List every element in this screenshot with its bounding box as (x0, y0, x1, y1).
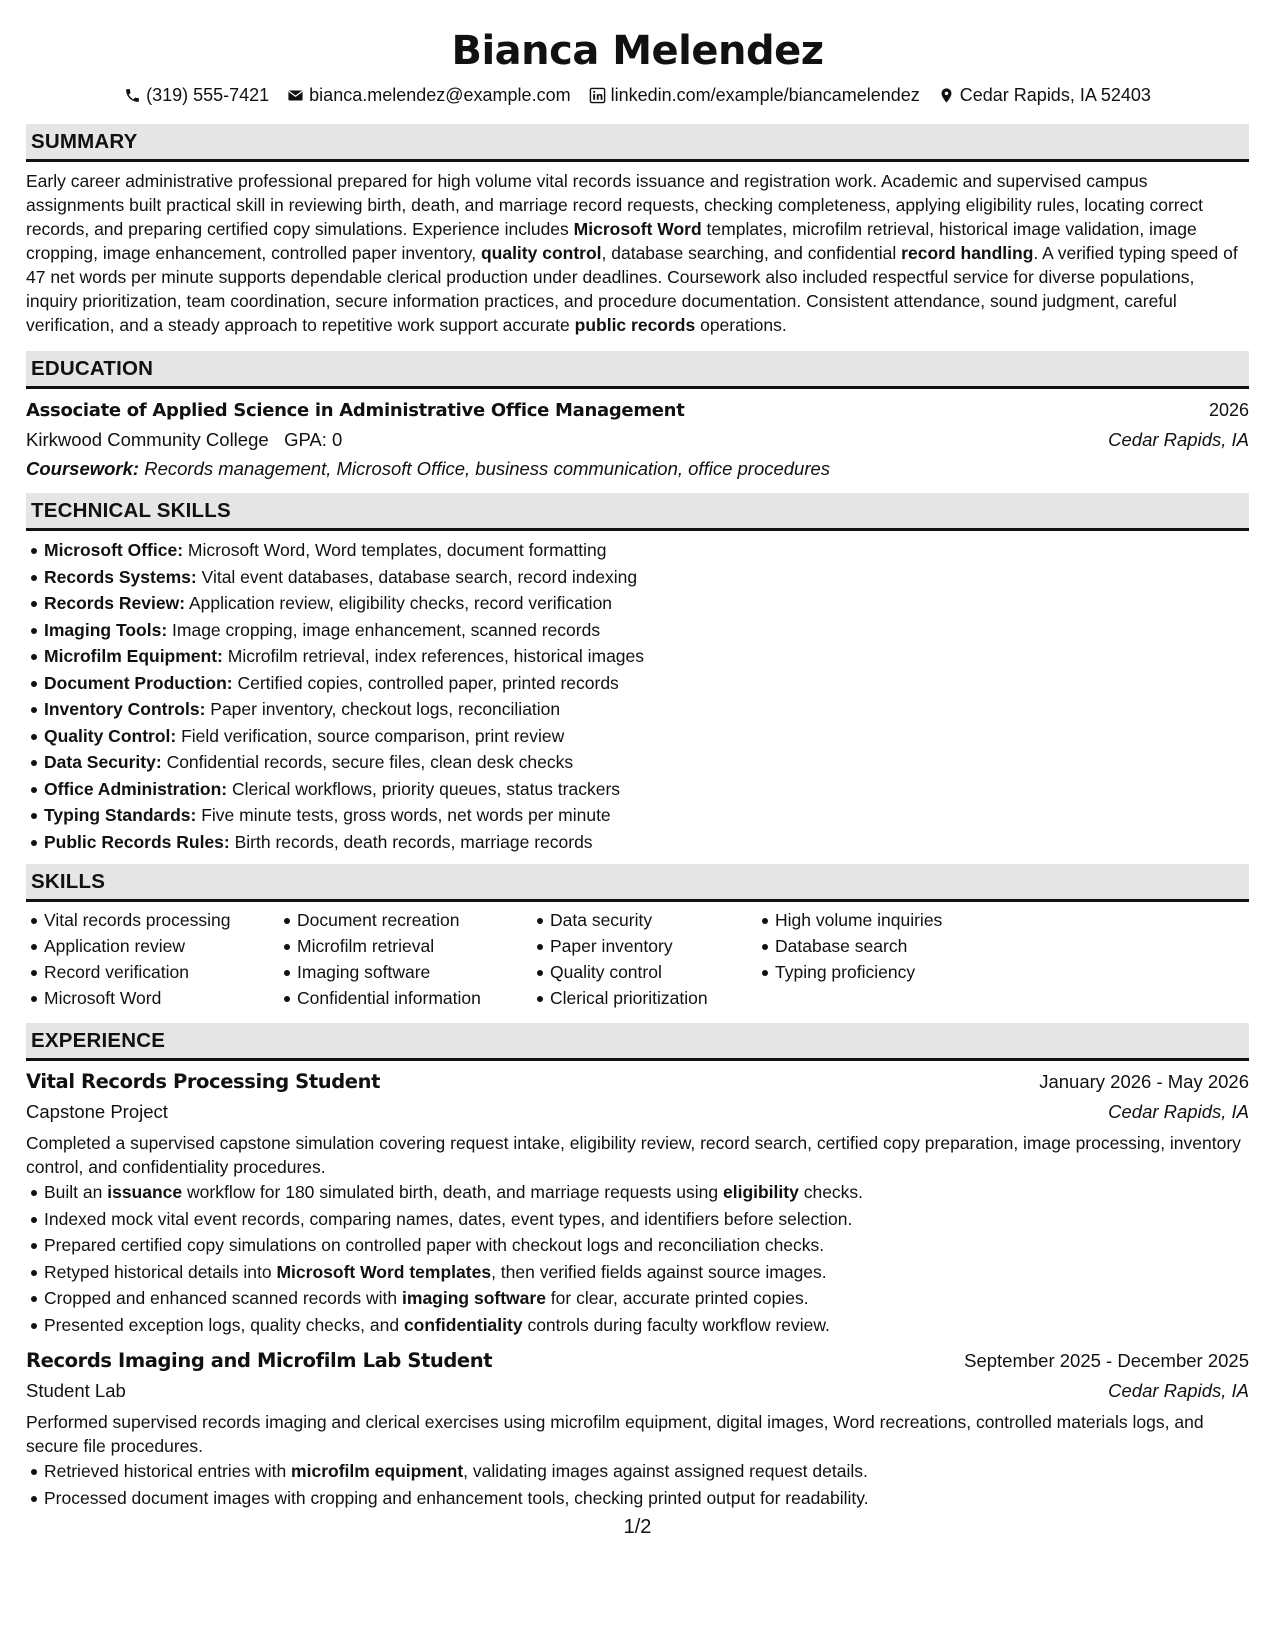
technical-skill-item (44, 670, 1249, 697)
technical-skill-label: Microsoft Office: (44, 540, 184, 560)
skill-item: Microsoft Word (44, 985, 279, 1011)
technical-skills-list (26, 537, 1249, 855)
job-dates: September 2025 - December 2025 (964, 1350, 1249, 1371)
phone-icon (124, 87, 141, 104)
job-description: Performed supervised records imaging and clerical exercises using microfilm equipment, digital images, Word recreations, controlled materials logs, and secure file procedures. (26, 1412, 1204, 1456)
skill-item: High volume inquiries (775, 907, 1035, 933)
graduation-year: 2026 (1208, 400, 1249, 420)
technical-skill-label: Public Records Rules: (44, 831, 230, 852)
job-bullet: Cropped and enhanced scanned records with imaging software for clear, accurate printed copies. (44, 1285, 1249, 1312)
job-title: Records Imaging and Microfilm Lab Student (26, 1349, 493, 1372)
job-bullet: Presented exception logs, quality checks, and confidentiality controls during faculty workflow review. (44, 1312, 1249, 1339)
location-text: Cedar Rapids, IA 52403 (959, 85, 1151, 105)
education-heading: EDUCATION (26, 351, 1249, 389)
technical-skill-item (44, 564, 1249, 591)
school-location: Cedar Rapids, IA (1108, 429, 1249, 450)
technical-skills-heading: TECHNICAL SKILLS (26, 493, 1249, 531)
phone-text: (319) 555-7421 (146, 85, 270, 105)
education-entry (26, 396, 1249, 483)
map-pin-icon (938, 87, 955, 104)
contact-bar (26, 82, 1249, 108)
skill-item: Vital records processing (44, 907, 279, 933)
skill-item: Document recreation (297, 907, 532, 933)
summary-paragraph: Early career administrative professional prepared for high volume vital records issuance and registration work. Academic and supervised campus assignments built practical skill in reviewing birth, death, and marriage record requests, checking completeness, applying eligibility rules, locating correct records, and preparing certified copy simulations. Experience includes Microsoft Word templates, microfilm retrieval, historical image validation, image cropping, image enhancement, controlled paper inventory, quality control, database searching, and confidential record handling. A verified typing speed of 47 net words per minute supports dependable clerical production under deadlines. Coursework also included respectful service for diverse populations, inquiry prioritization, team coordination, secure information practices, and procedure documentation. Consistent attendance, sound judgment, careful verification, and a steady approach to repetitive work support accurate public records operations. (26, 171, 1238, 335)
technical-skill-label: Data Security: (44, 752, 162, 772)
technical-skill-item (44, 829, 1249, 856)
technical-skill-item (44, 802, 1249, 829)
experience-list (26, 1067, 1249, 1511)
job-bullets (26, 1458, 1249, 1511)
skills-heading: SKILLS (26, 864, 1249, 902)
job-entry (26, 1067, 1249, 1338)
technical-skill-text: Microsoft Word, Word templates, document formatting (187, 540, 607, 560)
skill-item: Application review (44, 933, 279, 959)
technical-skill-label: Records Systems: (44, 566, 197, 587)
technical-skill-label: Quality Control: (44, 725, 177, 746)
candidate-name: Bianca Melendez (451, 28, 824, 74)
resume-page (26, 0, 1249, 1511)
job-description: Completed a supervised capstone simulation covering request intake, eligibility review, record search, certified copy preparation, image processing, inventory control, and confidentiality procedures. (26, 1133, 1241, 1177)
skill-item: Typing proficiency (775, 959, 1035, 985)
technical-skill-item (44, 776, 1249, 803)
job-bullet: Indexed mock vital event records, comparing names, dates, event types, and identifiers before selection. (44, 1206, 1249, 1233)
coursework-text: Records management, Microsoft Office, business communication, office procedures (144, 458, 831, 479)
job-bullets (26, 1179, 1249, 1338)
contact-location (938, 82, 1151, 108)
job-dates: January 2026 - May 2026 (1039, 1071, 1249, 1092)
linkedin-text: linkedin.com/example/biancamelendez (610, 85, 920, 105)
linkedin-icon (589, 87, 606, 104)
technical-skill-text: Microfilm retrieval, index references, historical images (227, 646, 645, 666)
technical-skill-label: Microfilm Equipment: (44, 646, 223, 666)
technical-skill-text: Image cropping, image enhancement, scanned records (172, 619, 601, 640)
technical-skill-item (44, 617, 1249, 644)
technical-skill-text: Application review, eligibility checks, record verification (188, 593, 613, 613)
job-organization: Student Lab (26, 1380, 126, 1401)
skills-column (757, 907, 1035, 1011)
technical-skill-text: Clerical workflows, priority queues, status trackers (231, 778, 621, 799)
technical-skill-text: Certified copies, controlled paper, printed records (237, 672, 619, 693)
experience-heading: EXPERIENCE (26, 1023, 1249, 1061)
contact-linkedin[interactable] (589, 82, 920, 108)
technical-skill-label: Document Production: (44, 672, 233, 693)
technical-skill-item (44, 537, 1249, 564)
technical-skill-text: Confidential records, secure files, clean desk checks (166, 752, 574, 772)
skill-item: Imaging software (297, 959, 532, 985)
technical-skill-item (44, 723, 1249, 750)
skill-item: Quality control (550, 959, 757, 985)
technical-skill-text: Vital event databases, database search, record indexing (201, 566, 638, 587)
technical-skill-label: Office Administration: (44, 778, 228, 799)
technical-skill-text: Five minute tests, gross words, net words per minute (201, 805, 611, 825)
job-entry (26, 1346, 1249, 1511)
technical-skill-item (44, 590, 1249, 617)
technical-skill-label: Typing Standards: (44, 805, 197, 825)
skills-column (532, 907, 757, 1011)
degree-title: Associate of Applied Science in Administrative Office Management (26, 400, 685, 421)
job-organization: Capstone Project (26, 1101, 168, 1122)
summary-heading: SUMMARY (26, 124, 1249, 162)
technical-skill-label: Records Review: (44, 593, 186, 613)
job-bullet: Prepared certified copy simulations on controlled paper with checkout logs and reconciliation checks. (44, 1232, 1249, 1259)
job-title: Vital Records Processing Student (26, 1070, 381, 1093)
contact-email[interactable] (287, 82, 570, 108)
school-line (26, 425, 342, 454)
skill-item: Database search (775, 933, 1035, 959)
envelope-icon (287, 87, 304, 104)
coursework-label: Coursework: (26, 458, 140, 479)
skill-item: Record verification (44, 959, 279, 985)
technical-skill-text: Field verification, source comparison, print review (181, 725, 565, 746)
page-number: 1/2 (623, 1516, 652, 1538)
job-bullet: Retyped historical details into Microsoft Word templates, then verified fields against source images. (44, 1259, 1249, 1286)
job-bullet: Processed document images with cropping and enhancement tools, checking printed output for readability. (44, 1485, 1249, 1512)
skill-item: Clerical prioritization (550, 985, 757, 1011)
technical-skill-text: Paper inventory, checkout logs, reconciliation (210, 699, 561, 719)
job-location: Cedar Rapids, IA (1108, 1380, 1249, 1401)
technical-skill-label: Imaging Tools: (44, 619, 168, 640)
email-text: bianca.melendez@example.com (309, 85, 571, 105)
coursework-line (26, 454, 1249, 483)
technical-skill-item (44, 749, 1249, 776)
job-location: Cedar Rapids, IA (1108, 1101, 1249, 1122)
school-name: Kirkwood Community College (26, 429, 269, 450)
skill-item: Microfilm retrieval (297, 933, 532, 959)
job-bullet: Retrieved historical entries with microfilm equipment, validating images against assigned request details. (44, 1458, 1249, 1485)
technical-skill-item (44, 643, 1249, 670)
skill-item: Data security (550, 907, 757, 933)
contact-phone (124, 82, 269, 108)
skills-grid (26, 907, 1249, 1011)
skills-column (279, 907, 532, 1011)
technical-skill-text: Birth records, death records, marriage records (234, 831, 593, 852)
gpa: GPA: 0 (284, 429, 343, 450)
job-bullet: Built an issuance workflow for 180 simulated birth, death, and marriage requests using eligibility checks. (44, 1179, 1249, 1206)
technical-skill-item (44, 696, 1249, 723)
skill-item: Confidential information (297, 985, 532, 1011)
skill-item: Paper inventory (550, 933, 757, 959)
skills-column (26, 907, 279, 1011)
technical-skill-label: Inventory Controls: (44, 699, 206, 719)
